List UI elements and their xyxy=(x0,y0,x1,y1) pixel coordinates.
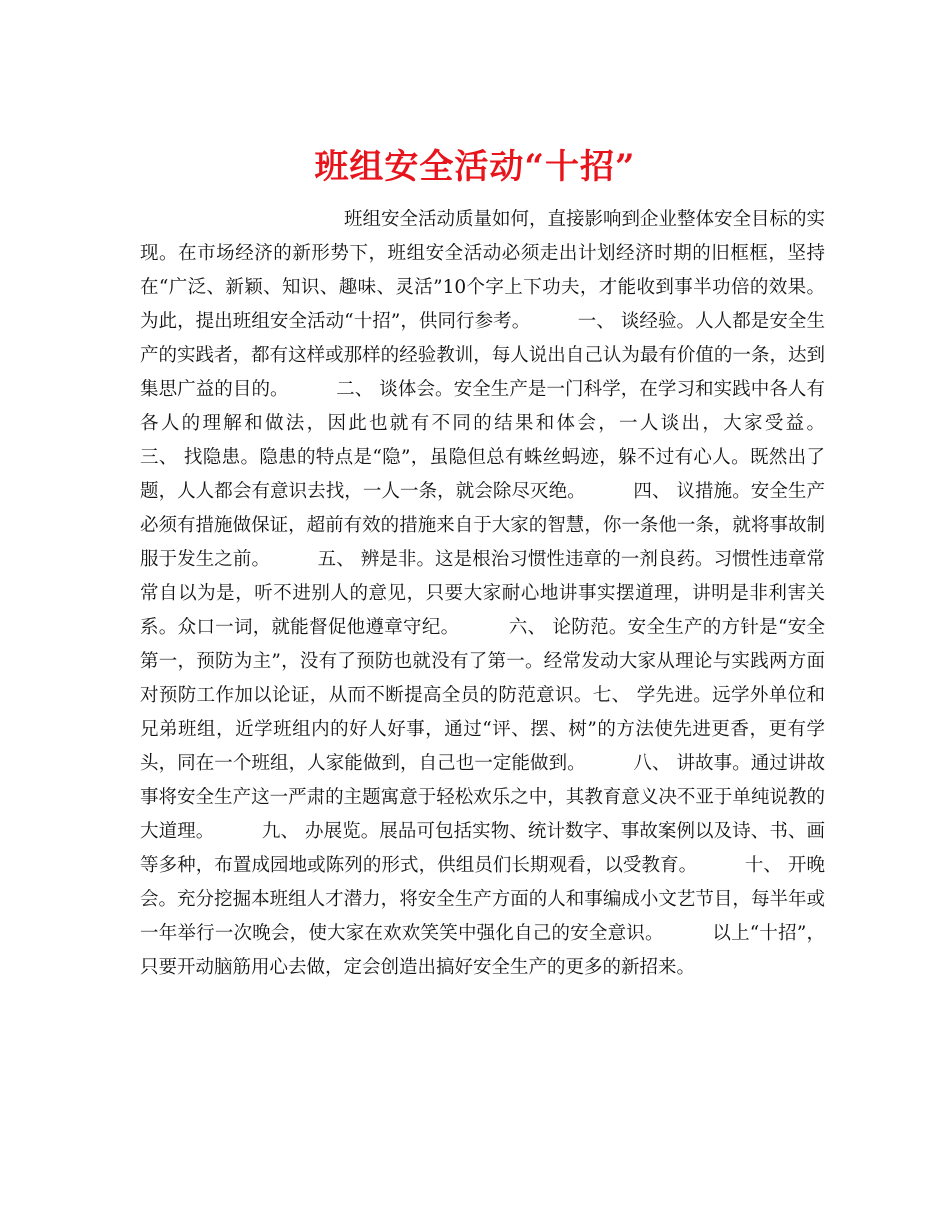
document-body: 班组安全活动质量如何，直接影响到企业整体安全目标的实现。在市场经济的新形势下，班组安全活动必须走出计划经济时期的旧框框，坚持在“广泛、新颖、知识、趣味、灵活”10个字上下功夫，才能收到事半功倍的效果。为此，提出班组安全活动“十招”，供同行参考。 一、 谈经验。人人都是安全生产的实践者，都有这样或那样的经验教训，每人说出自己认为最有价值的一条，达到集思广益的目的。 二、 谈体会。安全生产是一门科学，在学习和实践中各人有各人的理解和做法，因此也就有不同的结果和体会，一人谈出，大家受益。 三、 找隐患。隐患的特点是“隐”，虽隐但总有蛛丝蚂迹，躲不过有心人。既然出了题，人人都会有意识去找，一人一条，就会除尽灭绝。 四、 议措施。安全生产必须有措施做保证，超前有效的措施来自于大家的智慧，你一条他一条，就将事故制服于发生之前。 五、 辨是非。这是根治习惯性违章的一剂良药。习惯性违章常常自以为是，听不进别人的意见，只要大家耐心地讲事实摆道理，讲明是非利害关系。众口一词，就能督促他遵章守纪。 六、 论防范。安全生产的方针是“安全第一，预防为主”，没有了预防也就没有了第一。经常发动大家从理论与实践两方面对预防工作加以论证，从而不断提高全员的防范意识。七、 学先进。远学外单位和兄弟班组，近学班组内的好人好事，通过“评、摆、树”的方法使先进更香，更有学头，同在一个班组，人家能做到，自己也一定能做到。 八、 讲故事。通过讲故事将安全生产这一严肃的主题寓意于轻松欢乐之中，其教育意义决不亚于单纯说教的大道理。 九、 办展览。展品可包括实物、统计数字、事故案例以及诗、书、画等多种，布置成园地或陈列的形式，供组员们长期观看，以受教育。 十、 开晚会。充分挖掘本班组人才潜力，将安全生产方面的人和事编成小文艺节目，每半年或一年举行一次晚会，使大家在欢欢笑笑中强化自己的安全意识。 以上“十招”，只要开动脑筋用心去做，定会创造出搞好安全生产的更多的新招来。 xyxy=(140,209,873,978)
document-title: 班组安全活动“十招” xyxy=(314,146,636,187)
